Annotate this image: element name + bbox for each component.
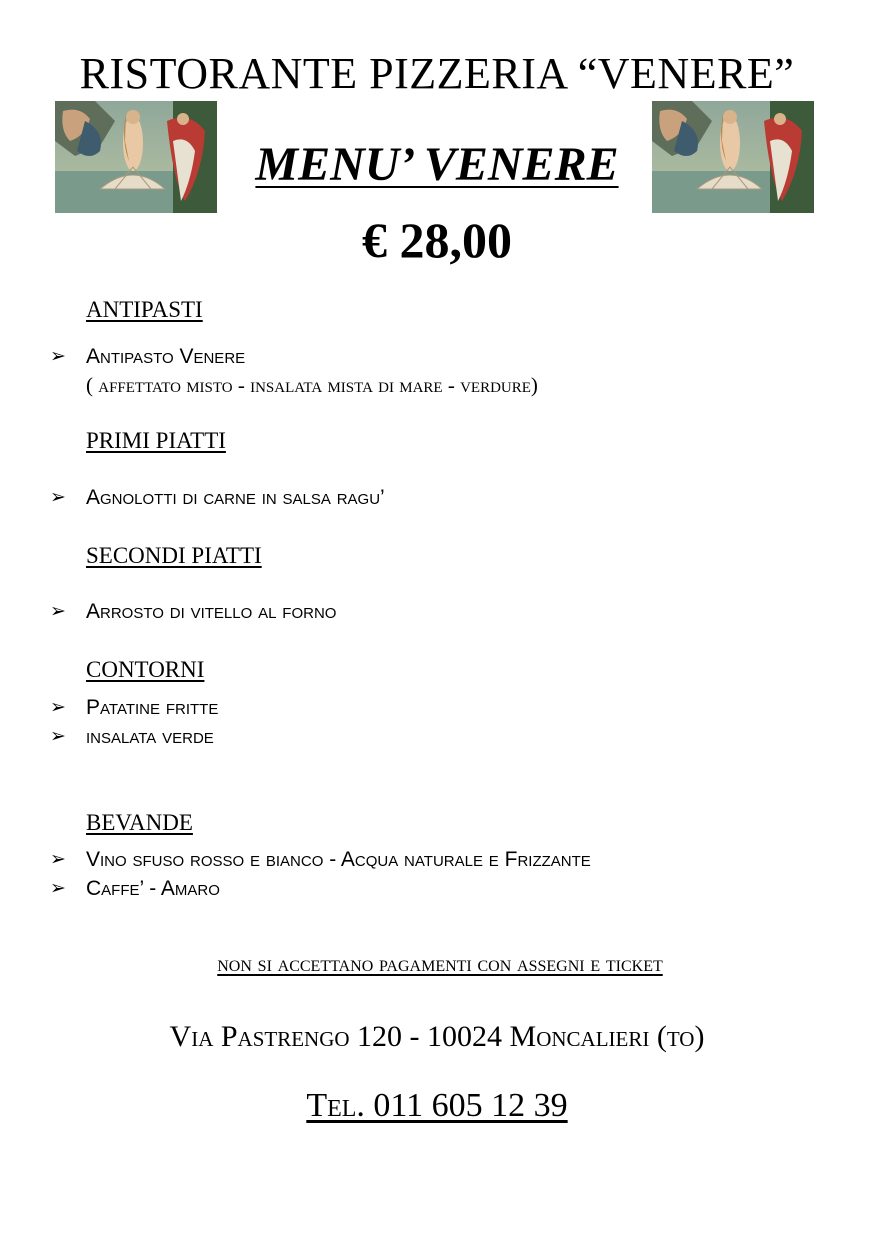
section-heading-primi: PRIMI PIATTI	[86, 428, 226, 453]
menu-item-label: Vino sfuso rosso e bianco - Acqua naturale e Frizzante	[86, 848, 591, 871]
menu-item-label: Patatine fritte	[86, 696, 219, 719]
restaurant-address: Via Pastrengo 120 - 10024 Moncalieri (to)	[169, 1020, 705, 1053]
menu-price: € 28,00	[362, 212, 512, 268]
menu-title	[0, 137, 874, 192]
payment-notice: non si accettano pagamenti con assegni e ticket	[217, 951, 663, 976]
bullet-arrow-icon: ➢	[50, 487, 66, 508]
restaurant-name: RISTORANTE PIZZERIA “VENERE”	[79, 49, 795, 98]
section-heading-contorni: CONTORNI	[86, 657, 205, 682]
restaurant-phone: Tel. 011 605 12 39	[306, 1087, 568, 1124]
bullet-arrow-icon: ➢	[50, 726, 66, 747]
menu-item-label: insalata verde	[86, 725, 214, 748]
bullet-arrow-icon: ➢	[50, 601, 66, 622]
menu-item-label: Caffe’ - Amaro	[86, 877, 220, 900]
menu-item-label: Antipasto Venere	[86, 345, 246, 368]
menu-title-text: MENU’ VENERE	[255, 138, 619, 191]
bullet-arrow-icon: ➢	[50, 878, 66, 899]
bullet-arrow-icon: ➢	[50, 849, 66, 870]
section-heading-antipasti: ANTIPASTI	[86, 297, 203, 322]
bullet-arrow-icon: ➢	[50, 346, 66, 367]
menu-item-label: Arrosto di vitello al forno	[86, 600, 337, 623]
bullet-arrow-icon: ➢	[50, 697, 66, 718]
menu-item-note: ( affettato misto - insalata mista di mare - verdure)	[86, 373, 538, 397]
section-heading-secondi: SECONDI PIATTI	[86, 543, 262, 568]
section-heading-bevande: BEVANDE	[86, 810, 193, 835]
menu-item-label: Agnolotti di carne in salsa ragu’	[86, 486, 385, 509]
